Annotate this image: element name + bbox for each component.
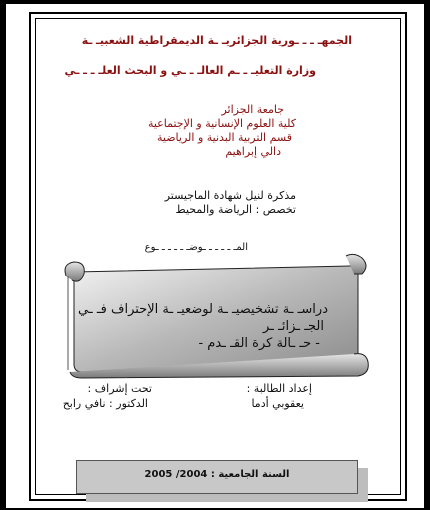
institute-name: دالي إبراهيم — [225, 145, 281, 158]
document-page — [6, 4, 424, 508]
ministry-line: وزارة التعليـ ـ ـم العالـ ـ ـي و البحث العلـ ـ ـ ـي — [64, 64, 316, 77]
specialty-line: تخصص : الرياضة والمحيط — [175, 203, 296, 216]
student-name: يعقوبي أدما — [251, 397, 304, 410]
university-name: جامعة الجزائر — [221, 103, 284, 116]
degree-line: مذكرة لنيل شهادة الماجيستر — [164, 189, 296, 202]
faculty-name: كلية العلوم الإنسانية و الإجتماعية — [147, 117, 296, 130]
scroll-title-line2: الجـ ـزائـ ـر — [262, 319, 324, 334]
department-name: قسم التربية البدنية و الرياضية — [157, 131, 292, 144]
academic-year-box — [76, 460, 358, 494]
supervisor-name: الدكتور : نافي رابح — [62, 397, 148, 410]
topic-label: المـ ـ ـ ـ ـ ـوضـ ـ ـ ـ ـ ـوع — [144, 242, 248, 253]
supervisor-label: تحت إشراف : — [87, 382, 152, 395]
academic-year: السنة الجامعية : 2004/ 2005 — [144, 469, 290, 480]
student-label: إعداد الطالبة : — [246, 382, 312, 395]
republic-line: الجمهـ ـ ـ ـورية الجزائريـ ـة الديمقراطية الشعبيـ ـة — [81, 34, 352, 47]
scroll-title-line1: دراسـ ـة تشخيصيـ ـة لوضعيـ ـة الإحتراف فـ ـي — [78, 302, 328, 317]
scroll-title-line3: - حـ ـالة كرة القـ ـدم - — [198, 336, 320, 351]
